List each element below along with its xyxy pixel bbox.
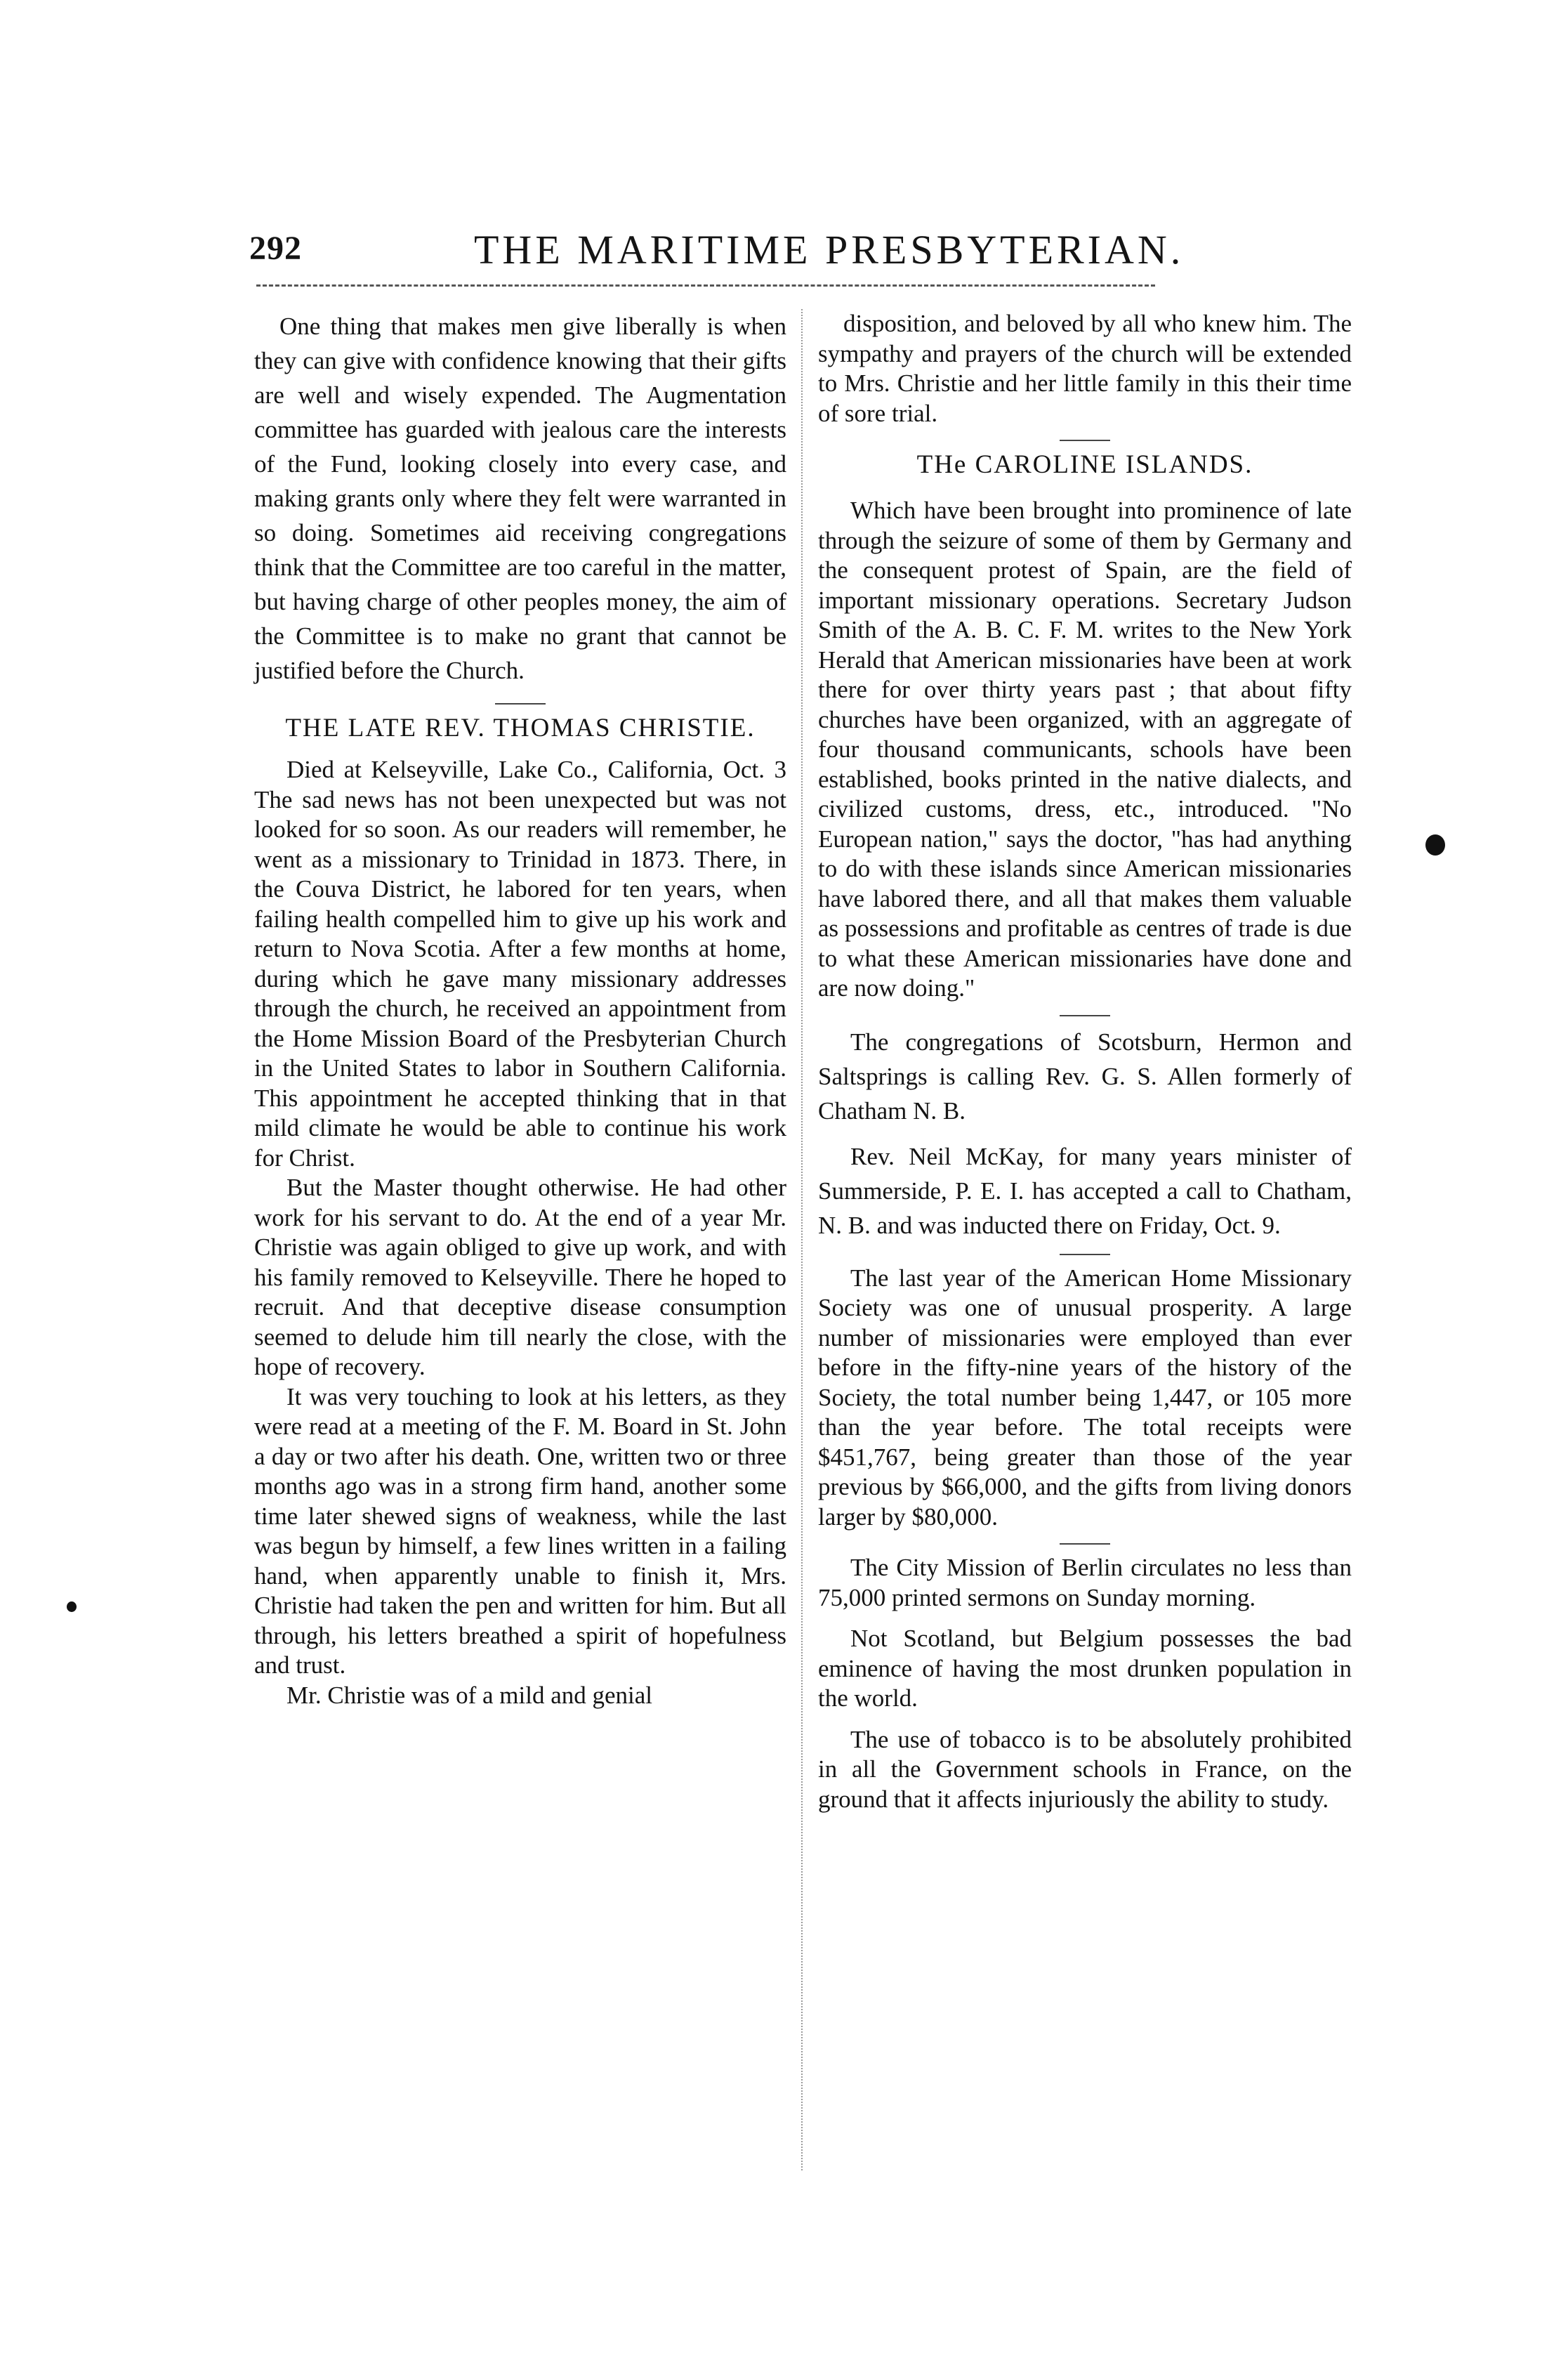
caroline-islands-heading: THe CAROLINE ISLANDS.	[916, 450, 1253, 479]
obituary-paragraph: Mr. Christie was of a mild and genial	[286, 1681, 653, 1709]
ink-spot	[67, 1601, 77, 1612]
news-note: Rev. Neil McKay, for many years minister of Summerside, P. E. I. has accepted a call to Chatham, N. B. and was inducted there on Friday, Oct. 9.	[818, 1142, 1352, 1239]
news-note: The congregations of Scotsburn, Hermon and Saltsprings is calling Rev. G. S. Allen formerly of Chatham N. B.	[818, 1028, 1352, 1125]
news-note: The use of tobacco is to be absolutely prohibited in all the Government schools in France, on the ground that it affects injuriously the ability to study.	[818, 1725, 1352, 1813]
separator-rule	[1060, 1254, 1110, 1255]
news-note: Not Scotland, but Belgium possesses the bad eminence of having the most drunken population in the world.	[818, 1625, 1352, 1712]
left-column	[254, 309, 786, 1710]
separator-rule	[1060, 1015, 1110, 1016]
obituary-paragraph: It was very touching to look at his letters, as they were read at a meeting of the F. M. Board in St. John a day or two after his death. One, written two or three months ago was in a strong firm hand, another some time later shewed signs of weakness, while the last was begun by himself, a few lines written in a failing hand, when apparently unable to finish it, Mrs. Christie had taken the pen and written for him. But all through, his letters breathed a spirit of hopefulness and trust.	[254, 1382, 786, 1679]
obituary-continuation-paragraph: disposition, and beloved by all who knew him. The sympathy and prayers of the church will be extended to Mrs. Christie and her little family in this their time of sore trial.	[818, 310, 1352, 427]
christie-obituary-heading: THE LATE REV. THOMAS CHRISTIE.	[285, 714, 756, 742]
page-header	[249, 226, 1185, 275]
obituary-paragraph: But the Master thought otherwise. He had other work for his servant to do. At the end of a year Mr. Christie was again obliged to give up work, and with his family removed to Kelseyville. There he hoped to recruit. And that deceptive disease consumption seemed to delude him till nearly the close, with the hope of recovery.	[254, 1174, 786, 1380]
news-note: The City Mission of Berlin circulates no less than 75,000 printed sermons on Sunday morning.	[818, 1554, 1352, 1611]
page-number: 292	[249, 230, 302, 267]
separator-rule	[1060, 1543, 1110, 1545]
augmentation-paragraph: One thing that makes men give liberally is when they can give with confidence knowing that their gifts are well and wisely expended. The Augmentation committee has guarded with jealous care the interests of the Fund, looking closely into every case, and making grants only where they felt were warranted in so doing. Sometimes aid receiving congregations think that the Committee are too careful in the matter, but having charge of other peoples money, the aim of the Committee is to make no grant that cannot be justified before the Church.	[254, 313, 786, 684]
running-title: THE MARITIME PRESBYTERIAN.	[474, 227, 1185, 273]
column-divider	[801, 309, 803, 2170]
header-rule	[256, 284, 1155, 287]
right-column	[818, 309, 1352, 1814]
separator-rule	[1060, 440, 1110, 441]
home-missionary-paragraph: The last year of the American Home Missionary Society was one of unusual prosperity. A large number of missionaries were employed than ever before in the fifty-nine years of the history of the Society, the total number being 1,447, or 105 more than the year before. The total receipts were $451,767, being greater than those of the year previous by $66,000, and the gifts from living donors larger by $80,000.	[818, 1264, 1352, 1531]
caroline-islands-paragraph: Which have been brought into prominence of late through the seizure of some of them by Germany and the consequent protest of Spain, are the field of important missionary operations. Secretary Judson Smith of the A. B. C. F. M. writes to the New York Herald that American missionaries have been at work there for over thirty years past ; that about fifty churches have been organized, with an aggregate of four thousand communicants, schools have been established, books printed in the native dialects, and civilized customs, dress, etc., introduced. "No European nation," says the doctor, "has had anything to do with these islands since American missionaries have labored there, and all that makes them valuable as possessions and profitable as centres of trade is due to what these American missionaries have done and are now doing."	[818, 497, 1352, 1002]
separator-rule	[495, 703, 546, 705]
obituary-paragraph: Died at Kelseyville, Lake Co., California, Oct. 3 The sad news has not been unexpected but was not looked for so soon. As our readers will remember, he went as a missionary to Trinidad in 1873. There, in the Couva District, he labored for ten years, when failing health compelled him to give up his work and return to Nova Scotia. After a few months at home, during which he gave many missionary addresses through the church, he received an appointment from the Home Mission Board of the Presbyterian Church in the United States to labor in Southern California. This appointment he accepted thinking that in that mild climate he would be able to continue his work for Christ.	[254, 756, 786, 1172]
ink-spot	[1425, 834, 1445, 856]
